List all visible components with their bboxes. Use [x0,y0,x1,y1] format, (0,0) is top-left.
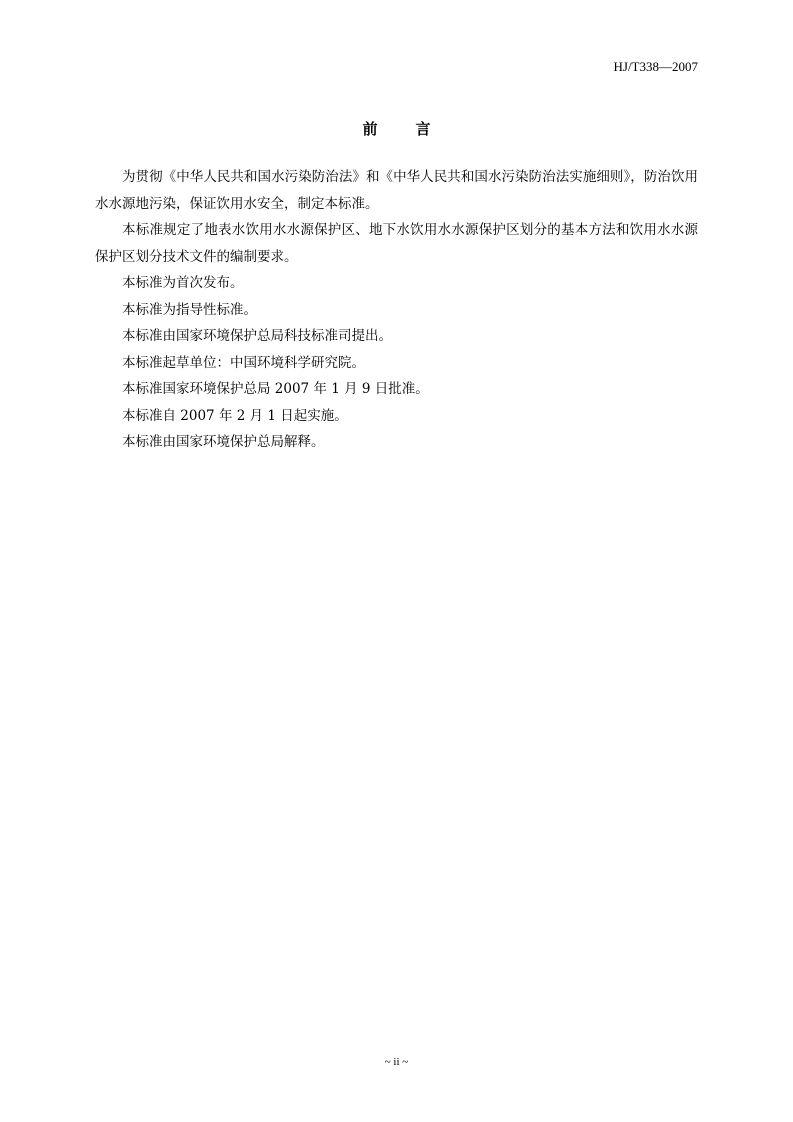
paragraph-first-release: 本标准为首次发布。 [122,275,244,291]
page-number: ~ ii ~ [384,1056,409,1068]
paragraph-guidance-standard: 本标准为指导性标准。 [122,301,257,318]
standard-code-header: HJ/T338—2007 [613,59,698,74]
paragraph-proposed-by: 本标准由国家环境保护总局科技标准司提出。 [122,328,392,344]
foreword-body [95,164,698,456]
paragraph-purpose: 为贯彻《中华人民共和国水污染防治法》和《中华人民共和国水污染防治法实施细则》，防治饮用水水源地污染，保证饮用水安全，制定本标准。 [95,169,698,212]
paragraph-approval-date: 本标准国家环境保护总局 2007 年 1 月 9 日批准。 [122,381,429,397]
paragraph-drafting-unit: 本标准起草单位：中国环境科学研究院。 [122,354,365,371]
page-title [0,119,793,139]
title-char-1: 前 [362,120,378,138]
paragraph-scope: 本标准规定了地表水饮用水水源保护区、地下水饮用水水源保护区划分的基本方法和饮用水水源保护区划分技术文件的编制要求。 [95,222,698,265]
paragraph-interpretation: 本标准由国家环境保护总局解释。 [122,434,325,450]
paragraph-effective-date: 本标准自 2007 年 2 月 1 日起实施。 [122,407,348,424]
title-char-2: 言 [415,120,431,138]
